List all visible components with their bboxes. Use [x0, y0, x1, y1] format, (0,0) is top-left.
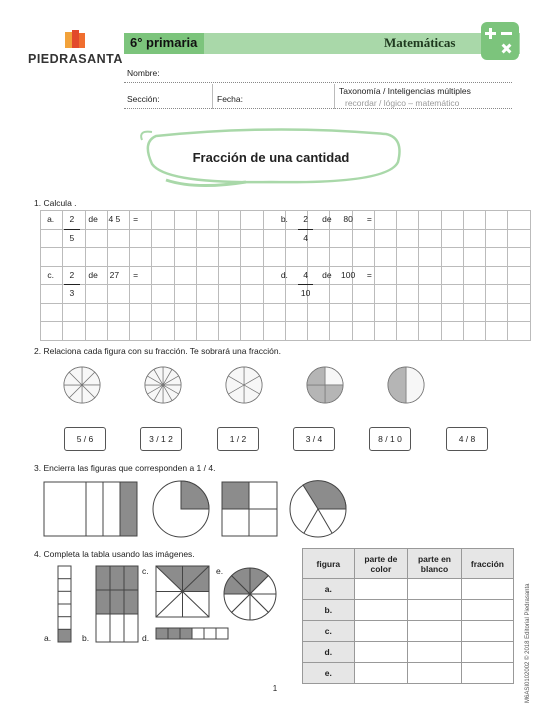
table-answer-cell[interactable]: [408, 663, 462, 684]
fraction-option-box[interactable]: 4 / 8: [446, 427, 488, 451]
divider: [334, 84, 335, 109]
grid-cell[interactable]: [85, 303, 107, 322]
table-answer-cell[interactable]: [461, 600, 513, 621]
page-number: 1: [272, 684, 278, 693]
grid-cell[interactable]: [374, 303, 396, 322]
grid-cell[interactable]: [285, 322, 307, 341]
grid-cell[interactable]: [508, 303, 530, 322]
q1-item-letter: b.: [280, 214, 288, 224]
grid-cell[interactable]: [508, 248, 530, 267]
grid-cell[interactable]: [352, 303, 374, 322]
grid-cell[interactable]: [63, 248, 85, 267]
table-row-label: e.: [303, 663, 355, 684]
q1-item-letter: d.: [280, 269, 288, 280]
grid-cell[interactable]: [174, 229, 196, 248]
grid-cell[interactable]: [85, 229, 107, 248]
q4-label-e: e.: [216, 566, 224, 576]
grid-cell[interactable]: [486, 211, 508, 230]
q1-item-den: 3: [69, 288, 75, 298]
table-header-figura: figura: [303, 549, 355, 579]
grid-cell[interactable]: [508, 322, 530, 341]
grid-cell[interactable]: [152, 322, 174, 341]
table-row-label: c.: [303, 621, 355, 642]
q4-figure-c: [156, 566, 209, 617]
grid-cell[interactable]: [219, 322, 241, 341]
table-answer-cell[interactable]: [354, 600, 407, 621]
grid-cell[interactable]: [174, 211, 196, 230]
grid-cell[interactable]: [486, 303, 508, 322]
grid-cell[interactable]: [174, 303, 196, 322]
grid-cell[interactable]: [441, 248, 463, 267]
grid-cell[interactable]: [130, 248, 152, 267]
grid-cell[interactable]: [374, 285, 396, 304]
q1-item-de: de: [88, 269, 98, 280]
grid-cell[interactable]: [508, 211, 530, 230]
grid-cell[interactable]: [196, 248, 218, 267]
grid-cell[interactable]: [152, 266, 174, 285]
grid-cell[interactable]: [441, 322, 463, 341]
grid-cell[interactable]: [352, 229, 374, 248]
date-label: Fecha:: [217, 94, 243, 104]
grid-cell[interactable]: [107, 303, 129, 322]
taxonomy-value: recordar / lógico – matemático: [345, 98, 460, 108]
grid-row: [41, 248, 531, 267]
grid-cell[interactable]: [374, 322, 396, 341]
grid-cell[interactable]: [107, 248, 129, 267]
table-row-label: a.: [303, 579, 355, 600]
q1-item-num: 2: [69, 269, 75, 280]
q2-circle-sector: [325, 385, 343, 403]
grid-cell[interactable]: [241, 248, 263, 267]
q4-figure-e: [224, 568, 276, 620]
grid-cell[interactable]: [308, 303, 330, 322]
q1-item-num: 2: [303, 214, 308, 224]
grid-cell[interactable]: [463, 211, 485, 230]
table-answer-cell[interactable]: [461, 642, 513, 663]
q4-table: [302, 548, 514, 684]
grid-cell[interactable]: [107, 229, 129, 248]
q1-item-eq: =: [366, 269, 372, 280]
table-answer-cell[interactable]: [354, 663, 407, 684]
table-row: [303, 621, 514, 642]
grid-cell[interactable]: [486, 248, 508, 267]
grid-cell[interactable]: [196, 322, 218, 341]
q1-item-de: de: [322, 269, 332, 280]
grid-cell[interactable]: [508, 229, 530, 248]
grid-cell[interactable]: [397, 285, 419, 304]
q3-figures: [40, 478, 360, 540]
grid-cell[interactable]: [263, 248, 285, 267]
grid-row: [41, 322, 531, 341]
q2-circle[interactable]: [307, 367, 343, 403]
table-answer-cell[interactable]: [408, 642, 462, 663]
grid-cell[interactable]: [263, 303, 285, 322]
q2-circle-sector: [406, 367, 424, 403]
table-header-color: parte de color: [354, 549, 407, 579]
side-note: M6ASI0102002 © 2018 Editorial Piedrasanta: [525, 583, 531, 703]
q4-label-d: d.: [142, 633, 150, 643]
grid-cell[interactable]: [397, 211, 419, 230]
q1-item-eq: =: [133, 214, 139, 224]
grid-cell[interactable]: [219, 248, 241, 267]
table-answer-cell[interactable]: [354, 642, 407, 663]
q1-item-num: 4: [303, 269, 308, 280]
grid-cell[interactable]: [241, 211, 263, 230]
grid-cell[interactable]: [285, 248, 307, 267]
grid-cell[interactable]: [463, 229, 485, 248]
grid-cell[interactable]: [219, 229, 241, 248]
grid-cell[interactable]: [174, 266, 196, 285]
grid-cell[interactable]: [308, 322, 330, 341]
fraction-option-box[interactable]: 1 / 2: [217, 427, 259, 451]
grid-cell[interactable]: [419, 211, 441, 230]
q2-circle[interactable]: [388, 367, 424, 403]
grid-cell[interactable]: [85, 322, 107, 341]
q4-label-c: c.: [142, 566, 149, 576]
grid-cell[interactable]: [196, 303, 218, 322]
grid-cell[interactable]: [174, 285, 196, 304]
q1-item-letter: a.: [47, 214, 55, 224]
grid-cell[interactable]: [397, 322, 419, 341]
grid-cell[interactable]: [196, 266, 218, 285]
grid-cell[interactable]: [508, 285, 530, 304]
table-answer-cell[interactable]: [354, 579, 407, 600]
grid-row: [41, 303, 531, 322]
grid-cell[interactable]: [352, 248, 374, 267]
grid-row: [41, 285, 531, 304]
grid-cell[interactable]: [263, 285, 285, 304]
q4-figures: [40, 562, 290, 646]
grid-cell[interactable]: [397, 248, 419, 267]
grid-cell[interactable]: [241, 322, 263, 341]
grid-cell[interactable]: [41, 303, 63, 322]
grid-cell[interactable]: [219, 285, 241, 304]
grid-cell[interactable]: [130, 285, 152, 304]
grid-cell[interactable]: [374, 248, 396, 267]
grid-cell[interactable]: [63, 322, 85, 341]
q3-figure-rect-bars[interactable]: [44, 482, 137, 536]
taxonomy-label: Taxonomía / Inteligencias múltiples: [339, 86, 471, 96]
q1-item-eq: =: [366, 214, 372, 224]
q1-item-qty: 100: [341, 269, 356, 280]
table-answer-cell[interactable]: [408, 600, 462, 621]
grid-cell[interactable]: [486, 266, 508, 285]
grid-cell[interactable]: [130, 229, 152, 248]
q2-circle[interactable]: [145, 367, 181, 403]
table-row-label: d.: [303, 642, 355, 663]
fraction-bar: [64, 229, 79, 230]
grid-cell[interactable]: [41, 248, 63, 267]
subject-label: Matemáticas: [384, 35, 456, 50]
q1-item-num: 2: [69, 214, 75, 224]
q4-label-b: b.: [82, 633, 90, 643]
grid-cell[interactable]: [174, 322, 196, 341]
grid-cell[interactable]: [463, 285, 485, 304]
grid-cell[interactable]: [196, 285, 218, 304]
grid-cell[interactable]: [241, 229, 263, 248]
grid-cell[interactable]: [107, 285, 129, 304]
q1-item-eq: =: [133, 269, 139, 280]
grid-cell[interactable]: [330, 303, 352, 322]
table-row-label: b.: [303, 600, 355, 621]
q3-figure-square-quarter[interactable]: [222, 482, 277, 536]
name-field[interactable]: [124, 82, 512, 83]
grid-cell[interactable]: [152, 229, 174, 248]
grid-cell[interactable]: [441, 229, 463, 248]
grid-cell[interactable]: [419, 322, 441, 341]
section-label: Sección:: [127, 94, 160, 104]
q4-figure-a: [58, 566, 71, 642]
q2-circle[interactable]: [226, 367, 262, 403]
grid-cell[interactable]: [85, 248, 107, 267]
page-title: Fracción de una cantidad: [192, 150, 350, 165]
table-row: [303, 579, 514, 600]
table-answer-cell[interactable]: [461, 621, 513, 642]
table-row: [303, 642, 514, 663]
grid-cell[interactable]: [308, 248, 330, 267]
q1-item-letter: c.: [47, 269, 54, 280]
grid-cell[interactable]: [41, 285, 63, 304]
grid-cell[interactable]: [196, 229, 218, 248]
grid-cell[interactable]: [397, 229, 419, 248]
grid-cell[interactable]: [463, 322, 485, 341]
grid-cell[interactable]: [441, 285, 463, 304]
fraction-bar: [298, 229, 313, 230]
grid-cell[interactable]: [441, 266, 463, 285]
grid-cell[interactable]: [152, 211, 174, 230]
q1-item-de: de: [322, 214, 332, 224]
grid-row: [41, 229, 531, 248]
q2-circle-sector: [307, 385, 325, 403]
q1-item-qty: 80: [343, 214, 353, 224]
q2-circle[interactable]: [64, 367, 100, 403]
q1-item-den: 4: [303, 232, 308, 243]
q3-figure-circle-quarter[interactable]: [153, 481, 209, 537]
brand-name: PIEDRASANTA: [28, 52, 123, 66]
grid-cell[interactable]: [419, 229, 441, 248]
q1-item-qty: 27: [109, 269, 120, 280]
grid-cell[interactable]: [397, 266, 419, 285]
grid-cell[interactable]: [330, 229, 352, 248]
name-label: Nombre:: [127, 68, 160, 78]
table-answer-cell[interactable]: [408, 621, 462, 642]
grid-cell[interactable]: [219, 266, 241, 285]
grid-cell[interactable]: [219, 303, 241, 322]
grid-cell[interactable]: [419, 285, 441, 304]
grid-cell[interactable]: [219, 211, 241, 230]
grid-cell[interactable]: [330, 285, 352, 304]
table-row: [303, 663, 514, 684]
table-answer-cell[interactable]: [461, 663, 513, 684]
q4-figure-d: [156, 628, 228, 639]
q4-label-a: a.: [44, 633, 52, 643]
grid-cell[interactable]: [107, 322, 129, 341]
grid-cell[interactable]: [463, 266, 485, 285]
table-answer-cell[interactable]: [461, 579, 513, 600]
q3-figure-circle-thirds[interactable]: [290, 481, 346, 537]
q2-circle-sector: [325, 367, 343, 385]
q3-prompt: 3. Encierra las figuras que corresponden a 1 / 4.: [34, 463, 216, 473]
grid-cell[interactable]: [263, 322, 285, 341]
grid-cell[interactable]: [196, 211, 218, 230]
q1-item-qty: 4 5: [108, 214, 121, 224]
q2-circles: [60, 364, 480, 406]
grid-cell[interactable]: [263, 229, 285, 248]
section-date-field[interactable]: [124, 108, 512, 109]
fraction-option-box[interactable]: 3 / 4: [293, 427, 335, 451]
grid-cell[interactable]: [486, 229, 508, 248]
grid-cell[interactable]: [63, 303, 85, 322]
grid-cell[interactable]: [152, 285, 174, 304]
grid-cell[interactable]: [152, 303, 174, 322]
grid-cell[interactable]: [330, 322, 352, 341]
q1-prompt: 1. Calcula .: [34, 198, 77, 208]
table-answer-cell[interactable]: [354, 621, 407, 642]
q4-figure-b: [96, 566, 138, 642]
fraction-bar: [64, 284, 79, 285]
grid-cell[interactable]: [285, 303, 307, 322]
divider: [212, 84, 213, 109]
grid-cell[interactable]: [130, 303, 152, 322]
grid-cell[interactable]: [397, 303, 419, 322]
fraction-option-box[interactable]: 5 / 6: [64, 427, 106, 451]
grid-cell[interactable]: [352, 322, 374, 341]
q1-item-den: 10: [300, 288, 311, 298]
grid-cell[interactable]: [486, 322, 508, 341]
grid-cell[interactable]: [463, 248, 485, 267]
fraction-bar: [298, 284, 313, 285]
table-row: [303, 600, 514, 621]
q1-item-den: 5: [69, 232, 75, 243]
fraction-option-box[interactable]: 3 / 1 2: [140, 427, 182, 451]
grid-cell[interactable]: [241, 266, 263, 285]
grid-cell[interactable]: [463, 303, 485, 322]
table-header-fraccion: fracción: [461, 549, 513, 579]
grid-cell[interactable]: [152, 248, 174, 267]
table-header-blanco: parte en blanco: [408, 549, 462, 579]
grid-cell[interactable]: [486, 285, 508, 304]
grid-cell[interactable]: [441, 211, 463, 230]
q1-item-de: de: [88, 214, 98, 224]
grid-cell[interactable]: [508, 266, 530, 285]
q2-circle-sector: [388, 367, 406, 403]
logo: [28, 28, 123, 70]
grid-cell[interactable]: [41, 229, 63, 248]
grid-cell[interactable]: [352, 285, 374, 304]
math-operators-icon: [481, 22, 519, 60]
grid-cell[interactable]: [419, 266, 441, 285]
q4-prompt: 4. Completa la tabla usando las imágenes.: [34, 549, 195, 559]
grid-cell[interactable]: [85, 285, 107, 304]
grid-cell[interactable]: [374, 229, 396, 248]
q2-prompt: 2. Relaciona cada figura con su fracción. Te sobrará una fracción.: [34, 346, 281, 356]
grid-cell[interactable]: [241, 303, 263, 322]
grade-label: 6° primaria: [130, 35, 198, 50]
grid-cell[interactable]: [419, 248, 441, 267]
grid-cell[interactable]: [241, 285, 263, 304]
grid-cell[interactable]: [441, 303, 463, 322]
grid-cell[interactable]: [41, 322, 63, 341]
table-answer-cell[interactable]: [408, 579, 462, 600]
grid-cell[interactable]: [330, 248, 352, 267]
grid-cell[interactable]: [130, 322, 152, 341]
fraction-option-box[interactable]: 8 / 1 0: [369, 427, 411, 451]
grid-cell[interactable]: [174, 248, 196, 267]
q2-circle-sector: [307, 367, 325, 385]
grid-cell[interactable]: [419, 303, 441, 322]
